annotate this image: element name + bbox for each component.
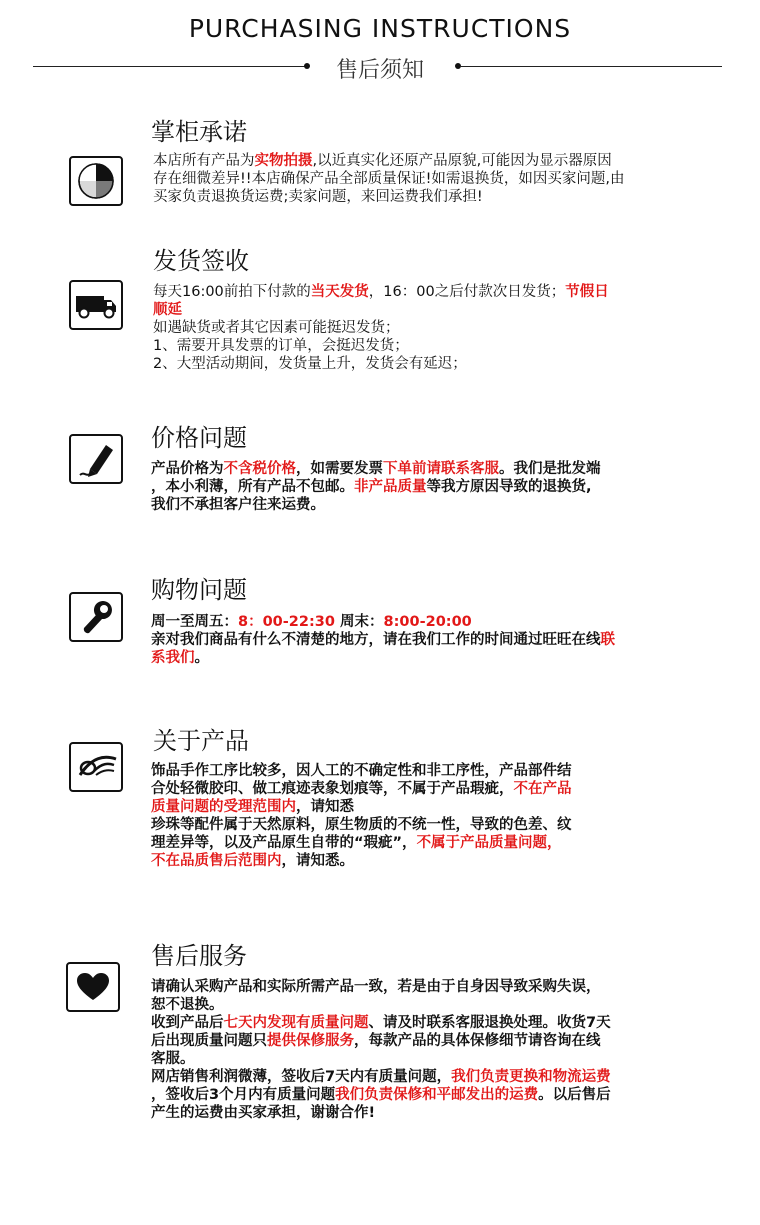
highlight-text: 不在品质售后范围内: [151, 853, 282, 869]
section-body: [151, 613, 615, 667]
body-line: [151, 978, 611, 996]
highlight-text: 质量问题的受理范围内: [151, 799, 296, 815]
page-title-cn: 售后须知: [335, 58, 424, 83]
section-body: [151, 762, 572, 870]
body-text: 。我们是批发端: [499, 461, 601, 477]
highlight-text: 七天内发现有质量问题: [223, 1015, 369, 1031]
highlight-text: 顺延: [153, 302, 182, 318]
body-text: ,以近真实化还原产品原貌,可能因为显示器原因: [312, 153, 612, 169]
wrench-icon: [69, 592, 123, 642]
section-title: 关于产品: [153, 727, 249, 755]
body-text: 后出现质量问题只: [151, 1033, 267, 1049]
body-line: [151, 1050, 611, 1068]
section-body: [151, 460, 601, 514]
highlight-text: 提供保修服务: [267, 1033, 354, 1049]
body-text: 每天16:00前拍下付款的: [153, 284, 311, 300]
body-text: 。: [194, 650, 209, 666]
body-line: [153, 188, 625, 206]
highlight-text: 系我们: [151, 650, 195, 666]
highlight-text: 我们负责更换和物流运费: [451, 1069, 611, 1085]
body-text: 、请及时联系客服退换处理。收货7天: [368, 1015, 611, 1031]
body-text: ，签收后3个月内有质量问题: [151, 1087, 336, 1103]
pen-icon: [69, 434, 123, 484]
body-text: 恕不退换。: [151, 997, 224, 1013]
page-title-en: PURCHASING INSTRUCTIONS: [188, 14, 572, 43]
body-line: [153, 337, 609, 355]
body-text: 存在细微差异!!本店确保产品全部质量保证!如需退换货，如因买家问题,由: [153, 171, 625, 187]
body-text: 买家负责退换货运费;卖家问题，来回运费我们承担!: [153, 189, 483, 205]
pie-chart-icon: [69, 156, 123, 206]
body-text: 理差异等，以及产品原生自带的“瑕疵”，: [151, 835, 417, 851]
highlight-text: 8:00-20:00: [383, 614, 472, 630]
body-text: 产生的运费由买家承担，谢谢合作!: [151, 1105, 376, 1121]
section-title: 购物问题: [151, 576, 247, 604]
section-title: 价格问题: [151, 424, 247, 452]
section-body: [151, 978, 611, 1122]
body-line: [151, 996, 611, 1014]
body-line: [151, 478, 601, 496]
body-text: 如遇缺货或者其它因素可能挺迟发货；: [153, 320, 400, 336]
body-text: 客服。: [151, 1051, 195, 1067]
section-body: [153, 283, 609, 373]
body-line: [151, 1014, 611, 1032]
body-text: ，请知悉: [296, 799, 354, 815]
body-line: [153, 319, 609, 337]
highlight-text: 下单前请联系客服: [383, 461, 499, 477]
body-line: [151, 852, 572, 870]
body-text: ，请知悉。: [281, 853, 354, 869]
highlight-text: 当天发货: [310, 284, 369, 300]
highlight-text: 节假日: [565, 284, 609, 300]
body-line: [153, 301, 609, 319]
body-line: [151, 460, 601, 478]
body-line: [151, 1032, 611, 1050]
header-divider-left: [33, 66, 305, 67]
body-text: 合处轻微胶印、做工痕迹表象划痕等，不属于产品瑕疵，: [151, 781, 514, 797]
highlight-text: 不在产品: [513, 781, 572, 797]
body-line: [151, 613, 615, 631]
highlight-text: 非产品质量: [354, 479, 427, 495]
header-divider-right: [460, 66, 722, 67]
body-text: 请确认采购产品和实际所需产品一致，若是由于自身因导致采购失误，: [151, 979, 601, 995]
section-title: 发货签收: [153, 247, 249, 275]
body-text: 周末：: [334, 614, 384, 630]
body-text: ，每款产品的具体保修细节请咨询在线: [354, 1033, 601, 1049]
highlight-text: 8：00-22:30: [238, 614, 335, 630]
body-line: [151, 798, 572, 816]
body-line: [151, 816, 572, 834]
body-text: 亲对我们商品有什么不清楚的地方，请在我们工作的时间通过旺旺在线: [151, 632, 601, 648]
body-text: ，如需要发票: [296, 461, 383, 477]
truck-icon: [69, 280, 123, 330]
body-text: 1、需要开具发票的订单，会挺迟发货；: [153, 338, 409, 354]
body-text: 饰品手作工序比较多，因人工的不确定性和非工序性，产品部件结: [151, 763, 572, 779]
highlight-text: 不属于产品质量问题，: [416, 835, 562, 851]
body-text: 。以后售后: [538, 1087, 611, 1103]
body-line: [153, 170, 625, 188]
body-text: 产品价格为: [151, 461, 224, 477]
body-line: [151, 496, 601, 514]
body-text: 本店所有产品为: [153, 153, 255, 169]
swirl-logo-icon: [69, 742, 123, 792]
body-line: [151, 631, 615, 649]
body-text: ，16：00之后付款次日发货；: [368, 284, 566, 300]
body-text: 网店销售利润微薄，签收后7天内有质量问题，: [151, 1069, 452, 1085]
body-line: [153, 355, 609, 373]
highlight-text: 实物拍摄: [254, 153, 313, 169]
body-line: [151, 834, 572, 852]
body-line: [151, 1068, 611, 1086]
highlight-text: 我们负责保修和平邮发出的运费: [335, 1087, 539, 1103]
body-text: ，本小利薄，所有产品不包邮。: [151, 479, 354, 495]
body-text: 等我方原因导致的退换货,: [426, 479, 592, 495]
section-body: [153, 152, 625, 206]
body-text: 周一至周五：: [151, 614, 238, 630]
body-text: 收到产品后: [151, 1015, 224, 1031]
body-text: 2、大型活动期间，发货量上升，发货会有延迟；: [153, 356, 467, 372]
body-line: [151, 1086, 611, 1104]
body-line: [153, 283, 609, 301]
body-line: [151, 649, 615, 667]
body-text: 我们不承担客户往来运费。: [151, 497, 325, 513]
body-line: [151, 780, 572, 798]
heart-icon: [66, 962, 120, 1012]
section-title: 售后服务: [151, 942, 247, 970]
body-line: [151, 762, 572, 780]
highlight-text: 联: [600, 632, 615, 648]
body-text: 珍珠等配件属于天然原料，原生物质的不统一性，导致的色差、纹: [151, 817, 572, 833]
body-line: [151, 1104, 611, 1122]
highlight-text: 不含税价格: [223, 461, 296, 477]
body-line: [153, 152, 625, 170]
section-title: 掌柜承诺: [151, 118, 247, 146]
